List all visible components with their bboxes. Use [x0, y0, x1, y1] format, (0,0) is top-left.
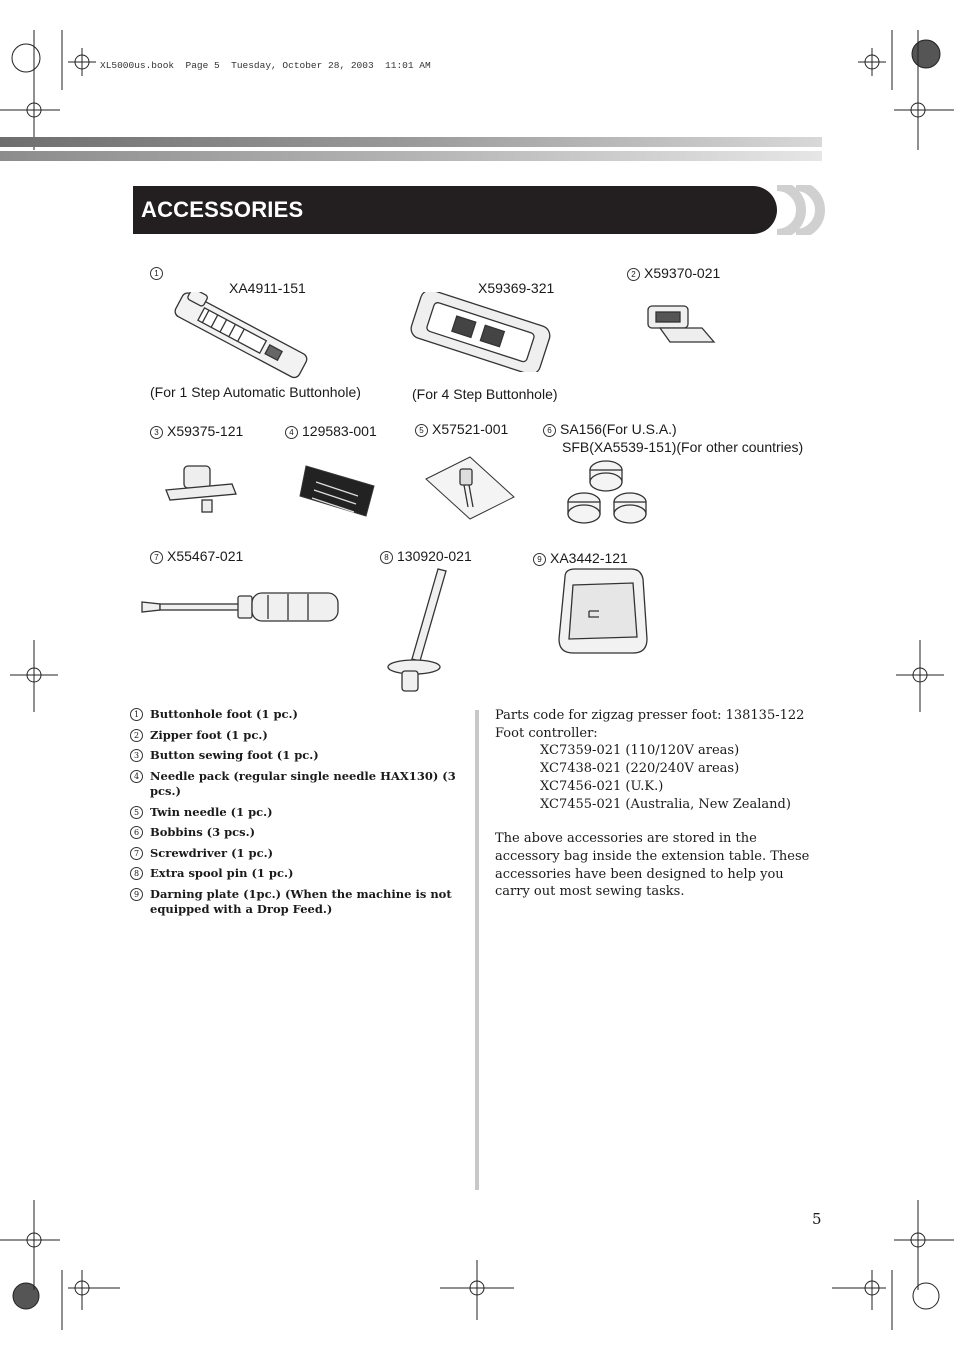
part-7-code: X55467-021	[167, 548, 244, 564]
part-6-code: SA156(For U.S.A.)	[560, 421, 677, 437]
darning-plate-image	[553, 565, 653, 660]
file-info-header: XL5000us.book Page 5 Tuesday, October 28, 2003 11:01 AM	[100, 60, 431, 71]
controller-code: XC7438-021 (220/240V areas)	[540, 761, 740, 777]
decorative-band-top	[0, 137, 822, 147]
controller-code: XC7455-021 (Australia, New Zealand)	[540, 796, 791, 812]
spool-pin-image	[380, 565, 460, 695]
buttonhole-foot-4-step-image	[408, 292, 553, 372]
buttonhole-foot-image	[165, 292, 315, 382]
part-1b-caption: (For 4 Step Buttonhole)	[412, 386, 558, 402]
part-4-label: 4 129583-001	[285, 423, 377, 439]
list-item: 8 Extra spool pin (1 pc.)	[130, 866, 470, 882]
part-6-label: 6 SA156(For U.S.A.)	[543, 421, 677, 437]
page-number: 5	[812, 1210, 822, 1228]
list-item: 5 Twin needle (1 pc.)	[130, 805, 470, 821]
foot-controller-heading: Foot controller:	[495, 725, 598, 741]
list-item: 9 Darning plate (1pc.) (When the machine is not equipped with a Drop Feed.)	[130, 887, 470, 918]
parts-info	[495, 707, 815, 901]
part-8-code: 130920-021	[397, 548, 472, 564]
part-2-code: X59370-021	[644, 265, 721, 281]
bobbins-image	[560, 458, 655, 533]
needle-pack-image	[296, 460, 381, 520]
part-3-code: X59375-121	[167, 423, 244, 439]
part-5-label: 5 X57521-001	[415, 421, 508, 437]
part-1b-code: X59369-321	[478, 280, 555, 296]
part-1-caption: (For 1 Step Automatic Buttonhole)	[150, 384, 361, 400]
controller-code: XC7456-021 (U.K.)	[540, 778, 664, 794]
decorative-band-bottom	[0, 151, 822, 161]
part-9-code: XA3442-121	[550, 550, 628, 566]
list-item: 3 Button sewing foot (1 pc.)	[130, 748, 470, 764]
list-item: 7 Screwdriver (1 pc.)	[130, 846, 470, 862]
controller-code: XC7359-021 (110/120V areas)	[540, 743, 740, 759]
title-bar-arcs	[772, 185, 832, 235]
button-sewing-foot-image	[162, 460, 242, 520]
list-item: 1 Buttonhole foot (1 pc.)	[130, 707, 470, 723]
presser-foot-code: Parts code for zigzag presser foot: 138135-122	[495, 708, 805, 723]
part-5-code: X57521-001	[432, 421, 509, 437]
column-divider	[475, 710, 479, 1190]
part-7-label: 7 X55467-021	[150, 548, 243, 564]
screwdriver-image	[138, 590, 343, 625]
part-8-label: 8 130920-021	[380, 548, 472, 564]
twin-needle-image	[422, 455, 517, 520]
page-title: ACCESSORIES	[141, 197, 304, 222]
part-9-label: 9 XA3442-121	[533, 550, 628, 566]
zipper-foot-image	[640, 298, 720, 348]
list-item: 6 Bobbins (3 pcs.)	[130, 825, 470, 841]
part-1-number: 1	[150, 264, 167, 280]
part-3-label: 3 X59375-121	[150, 423, 243, 439]
storage-paragraph: The above accessories are stored in the accessory bag inside the extension table. These accessories have been designed to help you carry out most sewing tasks.	[495, 831, 810, 900]
accessory-list	[130, 707, 470, 923]
list-item: 2 Zipper foot (1 pc.)	[130, 728, 470, 744]
list-item: 4 Needle pack (regular single needle HAX130) (3 pcs.)	[130, 769, 470, 800]
part-6-code-2: SFB(XA5539-151)(For other countries)	[562, 439, 804, 455]
part-2-label: 2 X59370-021	[627, 265, 720, 281]
part-1-code: XA4911-151	[229, 280, 306, 296]
part-4-code: 129583-001	[302, 423, 377, 439]
